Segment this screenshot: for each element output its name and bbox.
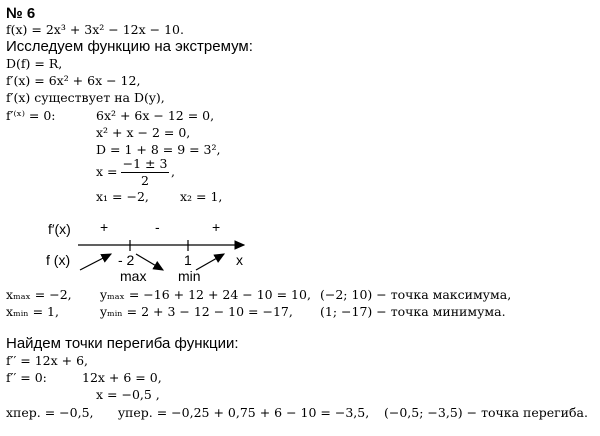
root-x2: x₂ = 1, <box>180 189 223 204</box>
max-label: max <box>120 268 147 284</box>
derivative-exists-line: f′(x) существует на D(y), <box>6 90 165 105</box>
task-number: № 6 <box>6 5 36 22</box>
sign-plus-left: + <box>100 219 109 235</box>
inflection-equation-2: x = −0,5 , <box>96 387 160 402</box>
equation-label: f′⁽ˣ⁾ = 0: <box>6 108 56 123</box>
second-derivative-eq-label: f′′ = 0: <box>6 370 47 385</box>
equation-line-2: x² + x − 2 = 0, <box>96 125 191 140</box>
inflection-point: (−0,5; −3,5) − точка перегиба. <box>384 405 588 420</box>
x-min: xₘᵢₙ = 1, <box>6 304 59 319</box>
sign-minus: - <box>155 219 160 235</box>
y-inflection: yпер. = −0,25 + 0,75 + 6 − 10 = −3,5, <box>118 405 370 420</box>
derivative-line: f′(x) = 6x² + 6x − 12, <box>6 73 141 88</box>
sign-plus-right: + <box>212 219 221 235</box>
x-inflection: xпер. = −0,5, <box>6 405 94 420</box>
root-formula-label: x = <box>96 164 118 179</box>
max-point: (−2; 10) − точка максимума, <box>320 287 512 302</box>
point-label-2: 1 <box>184 252 192 268</box>
fraction-numerator: −1 ± 3 <box>122 156 168 171</box>
second-derivative: f′′ = 12x + 6, <box>6 353 89 368</box>
increase-arrow-1 <box>80 254 111 270</box>
function-definition: f(x) = 2x³ + 3x² − 12x − 10. <box>6 22 184 37</box>
min-label: min <box>178 268 201 284</box>
inflection-equation-1: 12x + 6 = 0, <box>82 370 162 385</box>
fraction-comma: , <box>171 164 175 179</box>
y-max: yₘₐₓ = −16 + 12 + 24 − 10 = 10, <box>100 287 311 302</box>
equation-line-1: 6x² + 6x − 12 = 0, <box>96 108 215 123</box>
inflection-heading: Найдем точки перегиба функции: <box>6 335 239 352</box>
extremum-heading: Исследуем функцию на экстремум: <box>6 38 253 55</box>
root-x1: x₁ = −2, <box>96 189 149 204</box>
derivative-label: f′(x) <box>48 221 71 237</box>
function-label: f (x) <box>46 252 71 268</box>
y-min: yₘᵢₙ = 2 + 3 − 12 − 10 = −17, <box>100 304 293 319</box>
axis-variable: x <box>236 252 243 268</box>
domain-line: D(f) = R, <box>6 56 63 71</box>
fraction-denominator: 2 <box>141 173 149 188</box>
min-point: (1; −17) − точка минимума. <box>320 304 506 319</box>
x-max: xₘₐₓ = −2, <box>6 287 72 302</box>
point-label-1: - 2 <box>118 252 135 268</box>
discriminant-line: D = 1 + 8 = 9 = 3², <box>96 142 221 157</box>
